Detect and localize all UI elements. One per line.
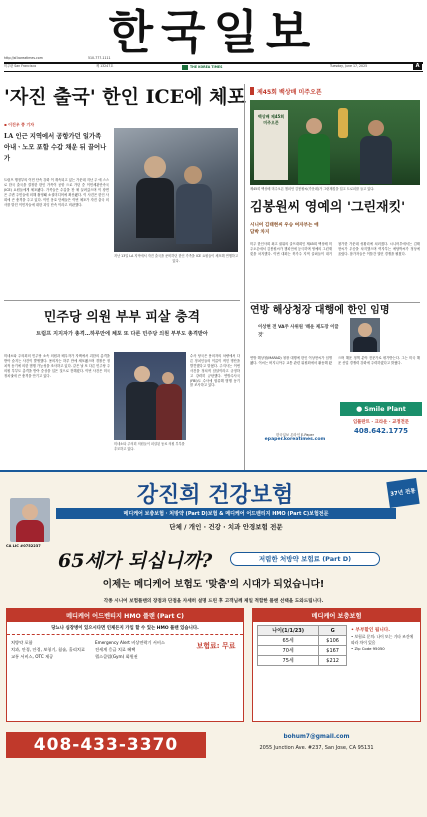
golf-photo xyxy=(250,100,420,185)
masthead-brand xyxy=(182,64,222,70)
smile-plant-phone: 408.642.1775 xyxy=(353,427,409,435)
insurance-banner: 이제는 메디케어 보험도 '맞춤'의 시대가 되었습니다! xyxy=(102,579,325,590)
insurance-title: 강진희 건강보험 xyxy=(136,482,294,508)
right-mid-rule xyxy=(250,302,420,303)
insurance-question: 65세가 되십니까? xyxy=(58,550,213,572)
insurance-subquestion: 저렴한 처방약 보험료 (Part D) xyxy=(230,552,380,566)
insurance-tagline: 메디케어 보충보험 · 처방약 (Part D)보험 & 메디케어 어드밴티지 HMO (Part C)보험전문 xyxy=(56,508,396,519)
epaper-label: 한국일보 온라인 E-Paper xyxy=(275,433,315,437)
lead-caption: 지난 13일 LA 지역에서 자진 출국을 준비하던 한인 가족을 ICE 요원들이 체포해 연행하고 있다. xyxy=(114,254,238,263)
right-series-text: 제45회 백상배 미주오픈 xyxy=(257,88,322,96)
table-row xyxy=(258,646,347,656)
supplement-notes xyxy=(351,627,417,652)
right-top-subhead: 시니어 김태현씨 우승 여자부는 애담박 차지 xyxy=(250,223,319,235)
hmo-benefit-item: Emergency Alert 비상연락기 서비스 xyxy=(95,640,165,645)
insurance-agent-photo xyxy=(10,498,50,542)
lead-headline[interactable]: '자진 출국' 한인 ICE에 체포 xyxy=(4,86,246,108)
price-table-header xyxy=(258,626,347,636)
masthead-edition: 미주판 San Francisco xyxy=(4,64,37,68)
price-age: 65세 xyxy=(258,636,319,646)
right-mid-portrait xyxy=(350,318,380,352)
lead-body: 트럼프 행정부의 이민 단속 강화 이 계속되고 있는 가운데 지난 주 에 스스로 한국 출국을 결정한 한인 가족이 공항 으로 가던 중 이민세관단속국(ICE) 요원들에게 체포됐다. 가족들은 수갑을 찬 채 끌려갔으며 이 장면 은 주변 주민들에 의해 촬영돼 소셜미디어에 확산됐다. 이 사건은 한인 사회에 큰 충격을 주고 있다. 이민 옹호 단체들은 이번 체포가 자진 출국 의사를 밝힌 이민자들에 대한 과잉 단속 이라고 비판했다. xyxy=(4,178,109,207)
series-marker-icon xyxy=(250,87,254,95)
hmo-benefit-item: 전세계 응급 치료 혜택 xyxy=(95,647,136,652)
insurance-email[interactable]: bohum7@gmail.com xyxy=(283,734,350,740)
right-mid-subhead: 이상현 전 VA주 사위원 '해운 제도장 이끌 것' xyxy=(258,325,339,338)
price-col-age: 나이(1/1/23) xyxy=(258,626,319,636)
insurance-phone-bar[interactable] xyxy=(6,732,206,758)
agent-license: CA LIC #0752237 xyxy=(6,544,41,548)
lead-byline-text: 이진우 종 기자 xyxy=(8,122,35,127)
masthead-rule-bottom xyxy=(4,71,423,72)
supplement-note: • 부부할인 됩니다. xyxy=(351,628,390,633)
masthead-phone: 510-777-1111 xyxy=(88,56,111,60)
middle-side-body: 수사 당국은 용의자의 차량에서 다른 정치인들의 이름이 적힌 명단을 발견했다고 밝혔다. 주지사는 이번 사건을 정치적 암살이라고 규정하고 강력히 규탄했다. 연방수사국(FBI)도 수사에 합류해 범행 동기를 조사하고 있다. xyxy=(190,354,240,388)
smile-plant-ad[interactable] xyxy=(340,402,422,442)
supplement-price-table xyxy=(257,625,347,666)
table-row xyxy=(258,636,347,646)
section-letter: A xyxy=(415,63,420,69)
hmo-benefit-item: 교통 서비스, OTC 제공 xyxy=(11,654,54,659)
right-top-headline[interactable]: 김봉원씨 영예의 '그린재킷' xyxy=(250,200,406,215)
masthead-date: Tuesday, June 17, 2025 xyxy=(330,64,368,68)
masthead-title: 한국일보 xyxy=(108,5,319,59)
price-value: $212 xyxy=(319,656,347,666)
golf-caption: 제45회 백상배 미주오픈 챔피언 김봉원씨(가운데)가 그린재킷을 입고 트로피를 들고 있다. xyxy=(250,187,375,191)
insurance-ad[interactable] xyxy=(0,470,427,817)
supplement-extra: • Zip Code 95050 xyxy=(351,646,385,651)
insurance-note: 각종 시니어 보험플랜의 장점과 단점을 자세히 설명 드린 후 고객님께 제일 적합한 플랜 선택을 도와드립니다. xyxy=(103,599,324,604)
brand-logo-icon xyxy=(182,65,188,70)
lead-photo xyxy=(114,128,238,252)
price-col-plan: G xyxy=(319,626,347,636)
masthead-issue: 제 13247호 xyxy=(96,64,114,68)
supplement-plan-box xyxy=(252,608,421,722)
price-age: 75세 xyxy=(258,656,319,666)
hmo-benefit-item: 치과, 안경, 안경, 보청기, 침술, 홀리치료 xyxy=(11,647,85,652)
middle-photo xyxy=(114,352,186,440)
hmo-benefits-right xyxy=(95,639,191,661)
price-age: 70세 xyxy=(258,646,319,656)
right-mid-headline[interactable]: 연방 해상청장 대행에 한인 임명 xyxy=(250,305,390,316)
middle-subhead: 트럼프 지지자가 총격…하루만에 체포 또 다른 민주당 의원 부부도 총격받아 xyxy=(36,331,208,337)
masthead-brand-text: THE KOREA TIMES xyxy=(190,64,223,69)
hmo-benefit-item: 헬스클럽(Gym) 회원권 xyxy=(95,654,138,659)
middle-headline[interactable]: 민주당 의원 부부 피살 충격 xyxy=(43,310,201,325)
hmo-plan-subtitle: 당뇨나 심장병이 있으시다면 인제든지 가입 할 수 있는 HMO 플랜 있습니다. xyxy=(7,622,243,635)
right-top-body: 미주 한인사회 최고 권위의 골프대회인 제45회 백상배 미주오픈에서 김봉원씨가 챔피언에 등극하며 영예의 그린재킷을 차지했다. 이번 대회는 북가주 지역 골퍼들이 대거 참가한 가운데 성황리에 치러졌다. 시니어부에서는 김태현씨가 우승을 차지했으며 여자부는 애담박씨가 정상에 올랐다. 참가자들은 이틀간 열띤 경쟁을 펼쳤다. xyxy=(250,242,420,256)
price-value: $106 xyxy=(319,636,347,646)
smile-plant-services: 임플란트 · 크라운 · 교정전문 xyxy=(352,420,410,425)
age-badge xyxy=(386,478,419,508)
hmo-free-label: 보험료: 무료 xyxy=(196,642,236,650)
supplement-plan-title: 메디케어 보충보험 xyxy=(253,609,420,622)
table-row xyxy=(258,656,347,666)
hmo-plan-title: 메디케어 어드벤티지 HMO 플랜 (Part C) xyxy=(7,609,243,622)
insurance-contact-info xyxy=(212,732,421,758)
lead-byline: ▪ 이진우 종 기자 xyxy=(4,122,35,127)
insurance-address: 2055 Junction Ave. #237, San Jose, CA 95131 xyxy=(259,745,374,751)
middle-caption: 미네소타 주의회 의원들이 피살된 동료 의원 부부를 추모하고 있다. xyxy=(114,442,185,451)
age-badge-text: 37년 전통 xyxy=(389,487,416,498)
tooth-icon: ● xyxy=(356,405,363,413)
smile-plant-brand: Smile Plant xyxy=(364,405,406,413)
epaper-url: epaper.koreatimes.com xyxy=(264,437,326,442)
supplement-extra: • 보험료 문의: 나이 또는 기타 조건에 따라 차이 있음 xyxy=(351,634,414,645)
lead-subhead: LA 인근 지역에서 공항가던 일가족 아내ㆍ노모 포함 수갑 채운 뒤 끌어나가 xyxy=(4,133,107,162)
masthead-url[interactable]: http://sf.koreatimes.com xyxy=(4,56,43,60)
epaper-promo[interactable] xyxy=(258,432,332,444)
insurance-phone: 408-433-3370 xyxy=(33,735,179,755)
right-mid-body: 연방 해상청(MARAD) 청장 대행에 한인 이상현씨가 임명됐다. 이씨는 버지니아주 교통 관련 위원회에서 활동해 왔으며 해운 정책 분야 전문가로 평가받는다. 그는 미국 해운 산업 경쟁력 강화에 주력하겠다고 밝혔다. xyxy=(250,356,420,365)
middle-body: 미네소타 주의회의 민주당 소속 의원과 배우자가 자택에서 괴한의 총격을 받아 숨지는 사건이 발생했다. 용의자는 하루 만에 체포됐으며 경찰은 정치적 동기에 의한 범행 가능성을 조사하고 있다. 같은 날 또 다른 민주당 주의원 부부도 총격을 받아 중상을 입은 것으로 전해졌다. 이번 사건은 미국 정치권에 큰 충격을 안기고 있다. xyxy=(4,354,110,378)
hmo-benefits-left xyxy=(11,639,91,661)
middle-rule xyxy=(4,300,240,301)
smile-plant-brand-bar xyxy=(340,402,422,416)
hmo-plan-box xyxy=(6,608,244,722)
right-series-tag xyxy=(250,86,322,96)
price-value: $167 xyxy=(319,646,347,656)
insurance-types: 단체 / 개인 · 건강 · 치과 안경보험 전문 xyxy=(169,523,283,531)
section-letter-badge xyxy=(413,63,422,70)
hmo-benefit-item: 처방약 포함 xyxy=(11,640,33,645)
golf-photo-banner: 백상배 제45회 미주오픈 xyxy=(257,114,285,125)
